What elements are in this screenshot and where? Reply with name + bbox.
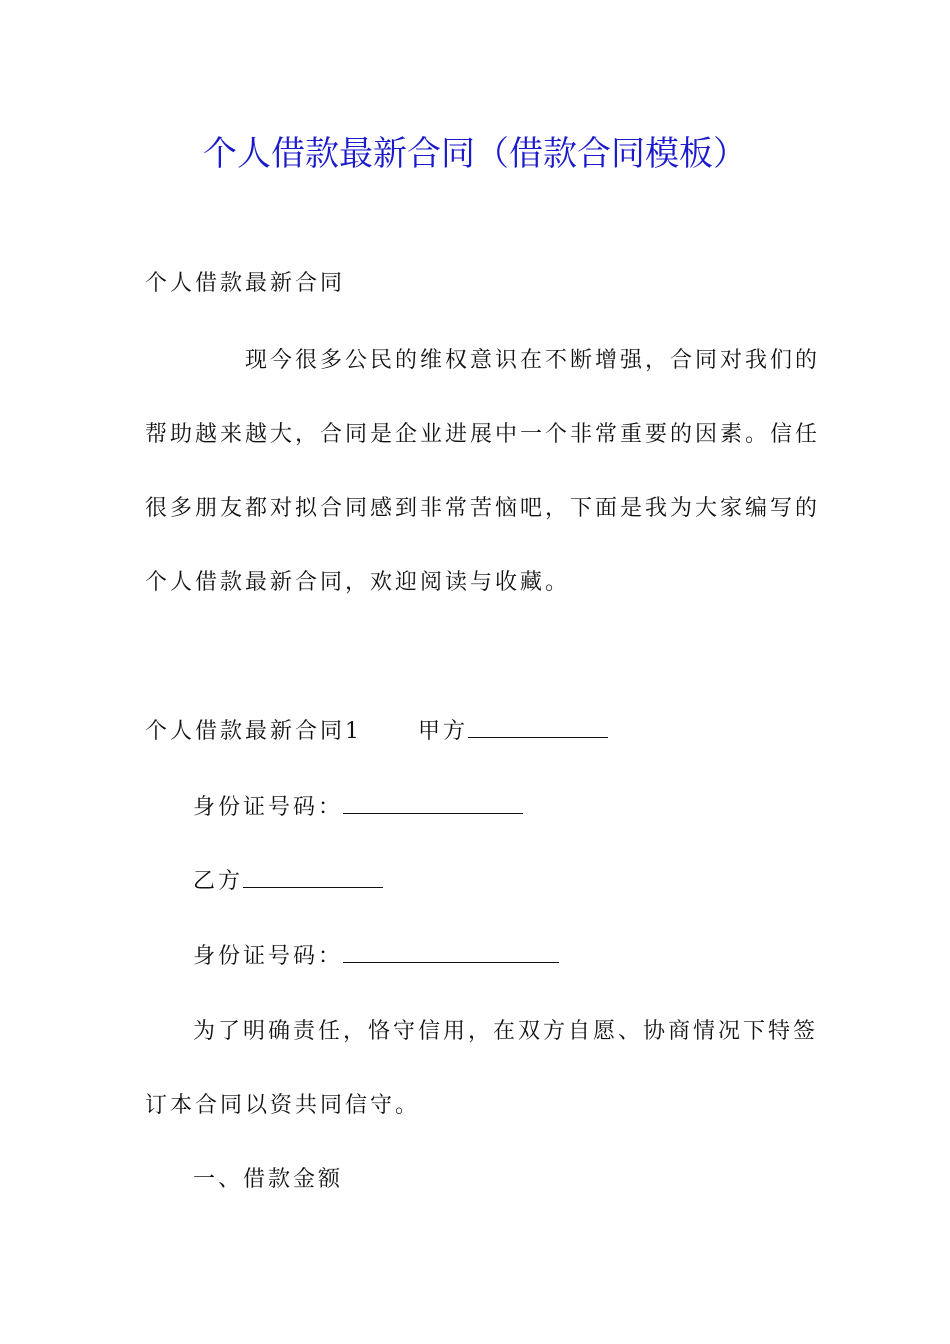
- contract-heading-row: [145, 712, 608, 752]
- section-heading: 个人借款最新合同: [145, 271, 346, 296]
- party-a-blank: [468, 715, 608, 738]
- agreement-line-1: 为了明确责任，恪守信用，在双方自愿、协商情况下特签: [193, 1019, 819, 1044]
- party-b-id-row: [193, 937, 559, 977]
- party-b-id-label: 身份证号码：: [193, 944, 344, 969]
- party-b-row: [193, 862, 383, 902]
- party-b-label: 乙方: [193, 869, 244, 894]
- intro-line-2: 帮助越来越大，合同是企业进展中一个非常重要的因素。信任: [145, 422, 821, 447]
- party-a-id-row: [193, 788, 523, 828]
- document-title: 个人借款最新合同（借款合同模板）: [203, 134, 747, 174]
- party-a-id-blank: [343, 791, 523, 814]
- party-b-blank: [243, 865, 383, 888]
- clause-1-heading: 一、借款金额: [193, 1167, 344, 1192]
- agreement-paragraph: [145, 995, 819, 1143]
- party-a-id-label: 身份证号码：: [193, 795, 344, 820]
- intro-paragraph: [145, 324, 821, 620]
- contract-heading: 个人借款最新合同1: [145, 719, 362, 744]
- intro-line-3: 很多朋友都对拟合同感到非常苦恼吧，下面是我为大家编写的: [145, 496, 821, 521]
- agreement-line-2: 订本合同以资共同信守。: [145, 1093, 421, 1118]
- party-b-id-blank: [343, 940, 559, 963]
- intro-line-1: 现今很多公民的维权意识在不断增强，合同对我们的: [245, 348, 821, 373]
- party-a-label: 甲方: [418, 719, 469, 744]
- intro-line-4: 个人借款最新合同，欢迎阅读与收藏。: [145, 570, 571, 595]
